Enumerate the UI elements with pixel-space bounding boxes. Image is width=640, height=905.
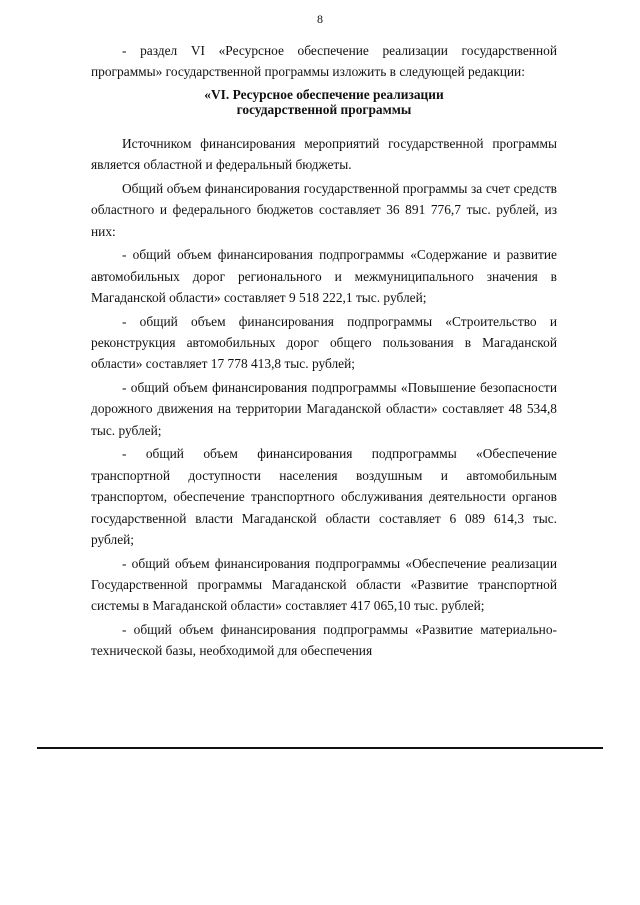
section-heading [91,87,557,117]
section-heading-line-2: государственной программы [236,101,412,117]
paragraph-subprogram-material-base: - общий объем финансирования подпрограммы «Развитие материально-технической базы, необходимой для обеспечения [91,622,557,659]
paragraph-total-funding: Общий объем финансирования государственной программы за счет средств областного и федерального бюджетов составляет 36 891 776,7 тыс. рублей, из них: [91,180,557,239]
bottom-divider [37,747,603,749]
intro-paragraph: - раздел VI «Ресурсное обеспечение реализации государственной программы» государственной программы изложить в следующей редакции: [91,43,557,80]
page-number: 8 [317,12,323,26]
document-body [91,40,557,664]
paragraph-subprogram-construction: - общий объем финансирования подпрограммы «Строительство и реконструкция автомобильных дорог общего пользования в Магаданской области» составляет 17 778 413,8 тыс. рублей; [91,313,557,372]
paragraph-subprogram-transport-access: - общий объем финансирования подпрограммы «Обеспечение транспортной доступности населения воздушным и автомобильным транспортом, обеспечение транспортного обслуживания деятельности органов государственной власти Магаданской области составляет 6 089 614,3 тыс. рублей; [91,446,557,548]
section-heading-line-1: «VI. Ресурсное обеспечение реализации [204,86,444,102]
paragraph-subprogram-implementation: - общий объем финансирования подпрограммы «Обеспечение реализации Государственной программы Магаданской области «Развитие транспортной системы в Магаданской области» составляет 417 065,10 тыс. рублей; [91,555,557,614]
paragraph-subprogram-safety: - общий объем финансирования подпрограммы «Повышение безопасности дорожного движения на территории Магаданской области» составляет 48 534,8 тыс. рублей; [91,380,557,438]
paragraph-funding-source: Источником финансирования мероприятий государственной программы является областной и федеральный бюджеты. [91,135,557,173]
paragraph-subprogram-maintenance: - общий объем финансирования подпрограммы «Содержание и развитие автомобильных дорог регионального и межмуниципального значения в Магаданской области» составляет 9 518 222,1 тыс. рублей; [91,247,557,306]
